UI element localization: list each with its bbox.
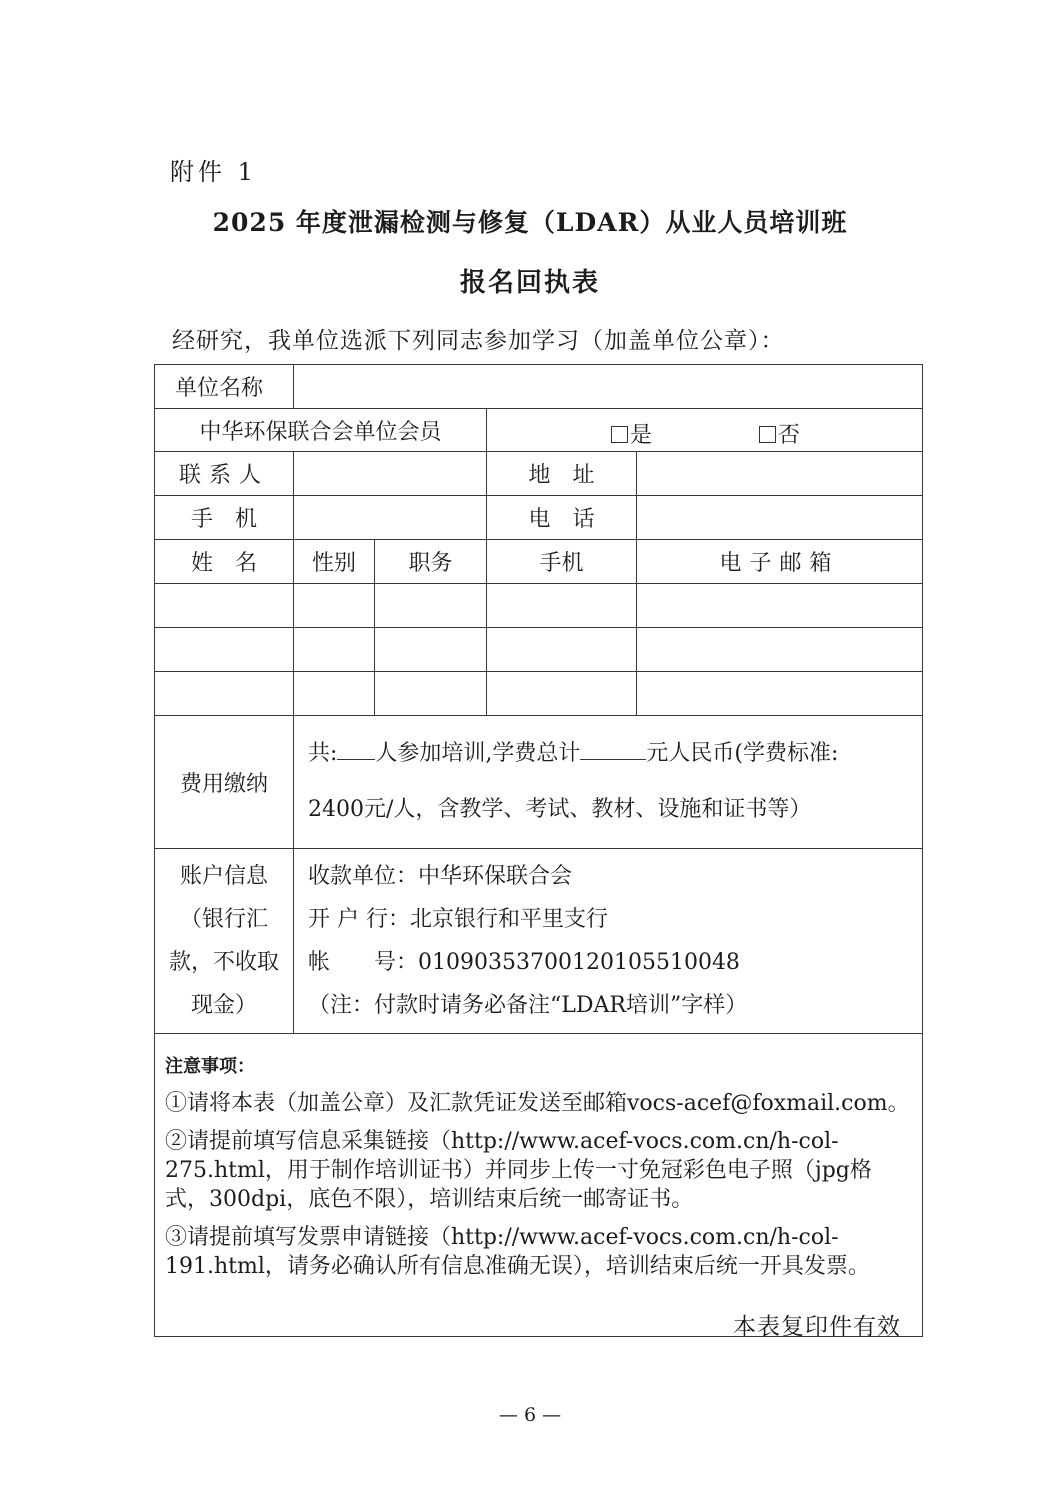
- position-cell[interactable]: [375, 628, 487, 672]
- member-options: [487, 409, 923, 452]
- checkbox-icon[interactable]: [759, 426, 776, 443]
- fee-description: [294, 716, 923, 849]
- option-yes-label: 是: [630, 423, 653, 448]
- fee-standard-text: 2400元/人，含教学、考试、教材、设施和证书等）: [308, 797, 812, 822]
- account-label-line: 款，不收取: [168, 950, 279, 975]
- column-header-gender: 性别: [294, 540, 375, 584]
- email-cell[interactable]: [637, 628, 923, 672]
- email-cell[interactable]: [637, 584, 923, 628]
- position-cell[interactable]: [375, 672, 487, 716]
- account-label-line: 账户信息: [179, 864, 268, 889]
- note-item: ①请将本表（加盖公章）及汇款凭证发送至邮箱vocs-acef@foxmail.com。: [165, 1091, 910, 1116]
- page-number: — 6 —: [498, 1404, 562, 1426]
- name-cell[interactable]: [155, 584, 294, 628]
- email-cell[interactable]: [637, 672, 923, 716]
- table-row: [155, 672, 923, 716]
- member-no-option[interactable]: [759, 418, 800, 449]
- mobile-cell[interactable]: [487, 628, 637, 672]
- name-cell[interactable]: [155, 628, 294, 672]
- contact-field[interactable]: [294, 452, 487, 496]
- fee-text-part1: 共:: [308, 741, 338, 766]
- form-title: 2025 年度泄漏检测与修复（LDAR）从业人员培训班: [212, 208, 848, 237]
- name-cell[interactable]: [155, 672, 294, 716]
- payment-note-text: （注：付款时请务必备注“LDAR培训”字样）: [308, 993, 748, 1018]
- phone-label: 电 话: [487, 496, 637, 540]
- position-cell[interactable]: [375, 584, 487, 628]
- mobile-cell[interactable]: [487, 584, 637, 628]
- notes-heading: 注意事项：: [165, 1056, 255, 1077]
- participant-count-blank[interactable]: [337, 741, 375, 760]
- address-field[interactable]: [637, 452, 923, 496]
- option-no-label: 否: [778, 423, 801, 448]
- mobile-label: 手 机: [155, 496, 294, 540]
- gender-cell[interactable]: [294, 584, 375, 628]
- account-label-line: 现金）: [190, 993, 257, 1018]
- mobile-cell[interactable]: [487, 672, 637, 716]
- unit-name-field[interactable]: [294, 365, 923, 409]
- bank-text: 开 户 行：北京银行和平里支行: [308, 907, 608, 932]
- note-item: ③请提前填写发票申请链接（http://www.acef-vocs.com.cn/h-col-191.html，请务必确认所有信息准确无误），培训结束后统一开具发票。: [165, 1225, 870, 1279]
- gender-cell[interactable]: [294, 672, 375, 716]
- member-yes-option[interactable]: [611, 418, 652, 449]
- table-row: [155, 628, 923, 672]
- column-header-email: 电子邮箱: [637, 540, 923, 584]
- contact-label: 联系人: [155, 452, 294, 496]
- total-fee-blank[interactable]: [580, 741, 646, 760]
- column-header-name: 姓 名: [155, 540, 294, 584]
- copy-valid-note: 本表复印件有效: [733, 1314, 901, 1340]
- account-info-label: [155, 849, 294, 1034]
- account-info-details: [294, 849, 923, 1034]
- gender-cell[interactable]: [294, 628, 375, 672]
- fee-text-part3: 元人民币(学费标准:: [646, 741, 839, 766]
- form-subtitle: 报名回执表: [459, 268, 600, 298]
- table-row: [155, 584, 923, 628]
- column-header-mobile: 手机: [487, 540, 637, 584]
- note-item: ②请提前填写信息采集链接（http://www.acef-vocs.com.cn/h-col-275.html，用于制作培训证书）并同步上传一寸免冠彩色电子照（jpg格式，300dpi，底色不限），培训结束后统一邮寄证书。: [165, 1129, 872, 1212]
- mobile-field[interactable]: [294, 496, 487, 540]
- notes-section: [155, 1034, 923, 1337]
- fee-text-part2: 人参加培训,学费总计: [375, 741, 581, 766]
- unit-name-label: 单位名称: [155, 365, 294, 409]
- column-header-position: 职务: [375, 540, 487, 584]
- attachment-label: 附件 1: [170, 158, 257, 186]
- checkbox-icon[interactable]: [611, 426, 628, 443]
- intro-text: 经研究，我单位选派下列同志参加学习（加盖单位公章）：: [172, 328, 785, 354]
- account-number-text: 帐 号：01090353700120105510048: [308, 950, 740, 975]
- payee-text: 收款单位：中华环保联合会: [308, 864, 573, 889]
- address-label: 地 址: [487, 452, 637, 496]
- account-label-line: （银行汇: [179, 907, 268, 932]
- member-label: 中华环保联合会单位会员: [155, 409, 487, 452]
- fee-label: 费用缴纳: [155, 716, 294, 849]
- phone-field[interactable]: [637, 496, 923, 540]
- registration-form-table: [154, 364, 923, 1337]
